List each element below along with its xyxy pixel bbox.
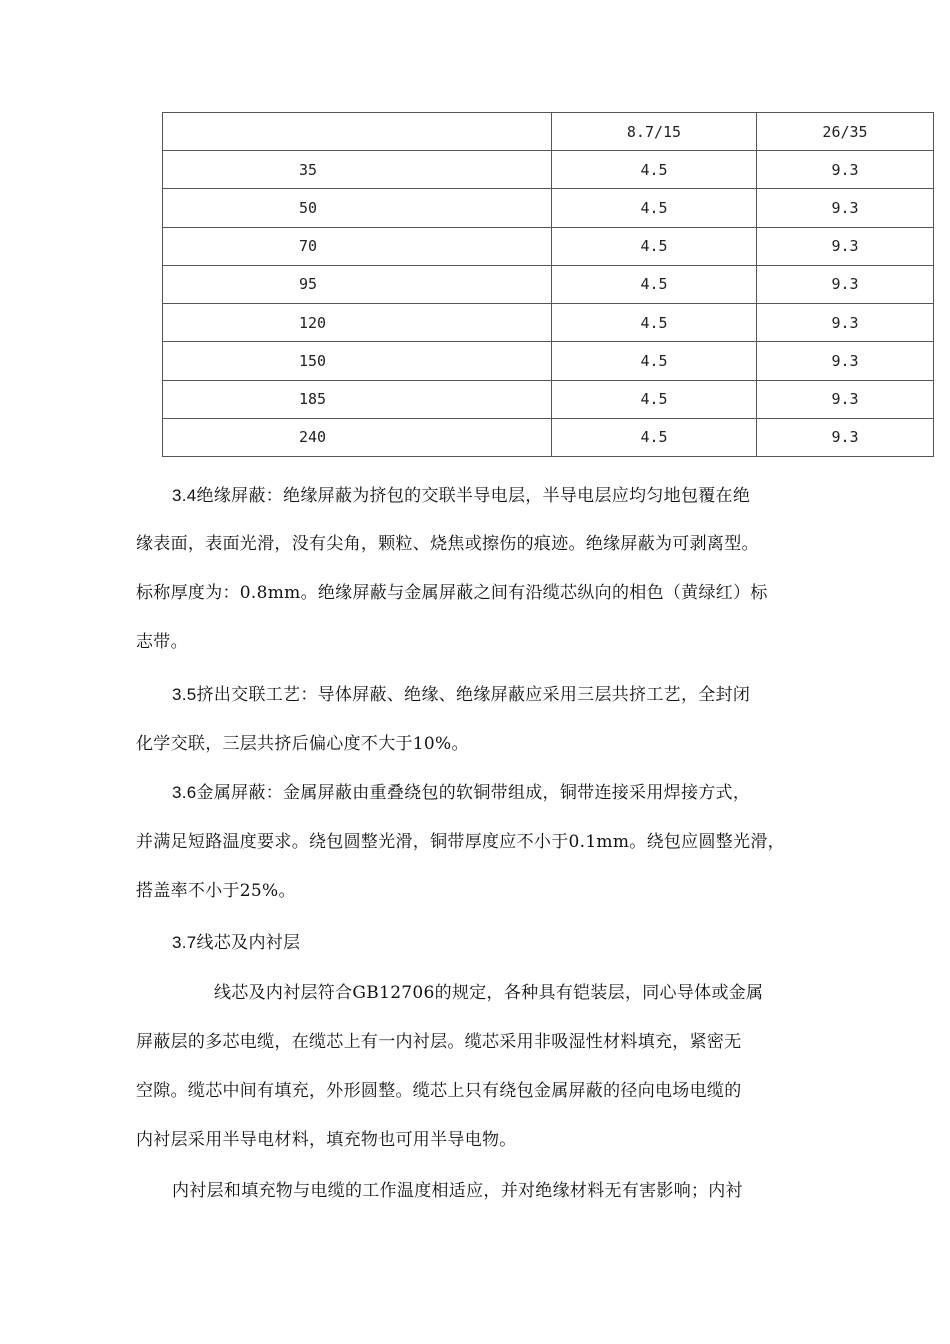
table-cell: 240 <box>163 418 552 456</box>
table-row <box>163 189 934 227</box>
paragraph-line: 化学交联，三层共挤后偏心度不大于10%。 <box>136 734 469 754</box>
table-cell: 9.3 <box>757 265 934 303</box>
paragraph-line: 搭盖率不小于25%。 <box>136 881 296 901</box>
section-title: 线芯及内衬层 <box>196 933 301 953</box>
paragraph-line: 空隙。缆芯中间有填充，外形圆整。缆芯上只有绕包金属屏蔽的径向电场电缆的 <box>136 1081 742 1101</box>
section-3-6-line-1 <box>172 778 750 803</box>
table-cell: 4.5 <box>552 227 757 265</box>
section-number: 3.6 <box>172 783 197 802</box>
table-row <box>163 342 934 380</box>
paragraph-line: 志带。 <box>136 632 188 652</box>
table-row <box>163 265 934 303</box>
table-cell: 150 <box>163 342 552 380</box>
table-cell: 4.5 <box>552 304 757 342</box>
section-number: 3.5 <box>172 685 197 704</box>
paragraph-text: 绝缘屏蔽：绝缘屏蔽为挤包的交联半导电层，半导电层应均匀地包覆在绝 <box>196 486 751 506</box>
table-row <box>163 380 934 418</box>
paragraph-text: 金属屏蔽：金属屏蔽由重叠绕包的软铜带组成，铜带连接采用焊接方式， <box>196 783 751 803</box>
paragraph-line: 屏蔽层的多芯电缆，在缆芯上有一内衬层。缆芯采用非吸湿性材料填充，紧密无 <box>136 1032 742 1052</box>
table-cell: 4.5 <box>552 151 757 189</box>
table-cell: 35 <box>163 151 552 189</box>
section-number: 3.4 <box>172 486 197 505</box>
paragraph-text: 挤出交联工艺：导体屏蔽、绝缘、绝缘屏蔽应采用三层共挤工艺，全封闭 <box>196 685 751 705</box>
table-cell: 4.5 <box>552 380 757 418</box>
table-cell: 9.3 <box>757 418 934 456</box>
table-cell: 4.5 <box>552 265 757 303</box>
section-3-5-line-1 <box>172 680 750 705</box>
paragraph-line: 线芯及内衬层符合GB12706的规定，各种具有铠装层，同心导体或金属 <box>214 983 764 1003</box>
table-cell: 50 <box>163 189 552 227</box>
table-cell: 9.3 <box>757 304 934 342</box>
table-cell: 4.5 <box>552 418 757 456</box>
table-cell: 9.3 <box>757 342 934 380</box>
table-cell: 9.3 <box>757 151 934 189</box>
table-row <box>163 304 934 342</box>
table-row <box>163 151 934 189</box>
cable-spec-table <box>162 112 934 457</box>
table-row <box>163 418 934 456</box>
table-cell: 9.3 <box>757 227 934 265</box>
section-number: 3.7 <box>172 933 197 952</box>
table-cell: 4.5 <box>552 189 757 227</box>
table-cell: 120 <box>163 304 552 342</box>
table-cell: 185 <box>163 380 552 418</box>
table-header-row <box>163 113 934 151</box>
paragraph-line: 并满足短路温度要求。绕包圆整光滑，铜带厚度应不小于0.1mm。绕包应圆整光滑， <box>136 832 785 852</box>
table-cell: 9.3 <box>757 189 934 227</box>
paragraph-line: 缘表面，表面光滑，没有尖角，颗粒、烧焦或擦伤的痕迹。绝缘屏蔽为可剥离型。 <box>136 534 759 554</box>
table-header-cell: 26/35 <box>757 113 934 151</box>
paragraph-line: 内衬层和填充物与电缆的工作温度相适应，并对绝缘材料无有害影响；内衬 <box>172 1181 743 1201</box>
table-cell: 95 <box>163 265 552 303</box>
table-row <box>163 227 934 265</box>
paragraph-line: 标称厚度为：0.8mm。绝缘屏蔽与金属屏蔽之间有沿缆芯纵向的相色（黄绿红）标 <box>136 583 768 603</box>
table-cell: 4.5 <box>552 342 757 380</box>
section-3-4-line-1 <box>172 481 750 506</box>
section-3-7-heading <box>172 928 300 953</box>
paragraph-line: 内衬层采用半导电材料，填充物也可用半导电物。 <box>136 1130 517 1150</box>
table-header-cell <box>163 113 552 151</box>
table-cell: 9.3 <box>757 380 934 418</box>
table-header-cell: 8.7/15 <box>552 113 757 151</box>
table-cell: 70 <box>163 227 552 265</box>
